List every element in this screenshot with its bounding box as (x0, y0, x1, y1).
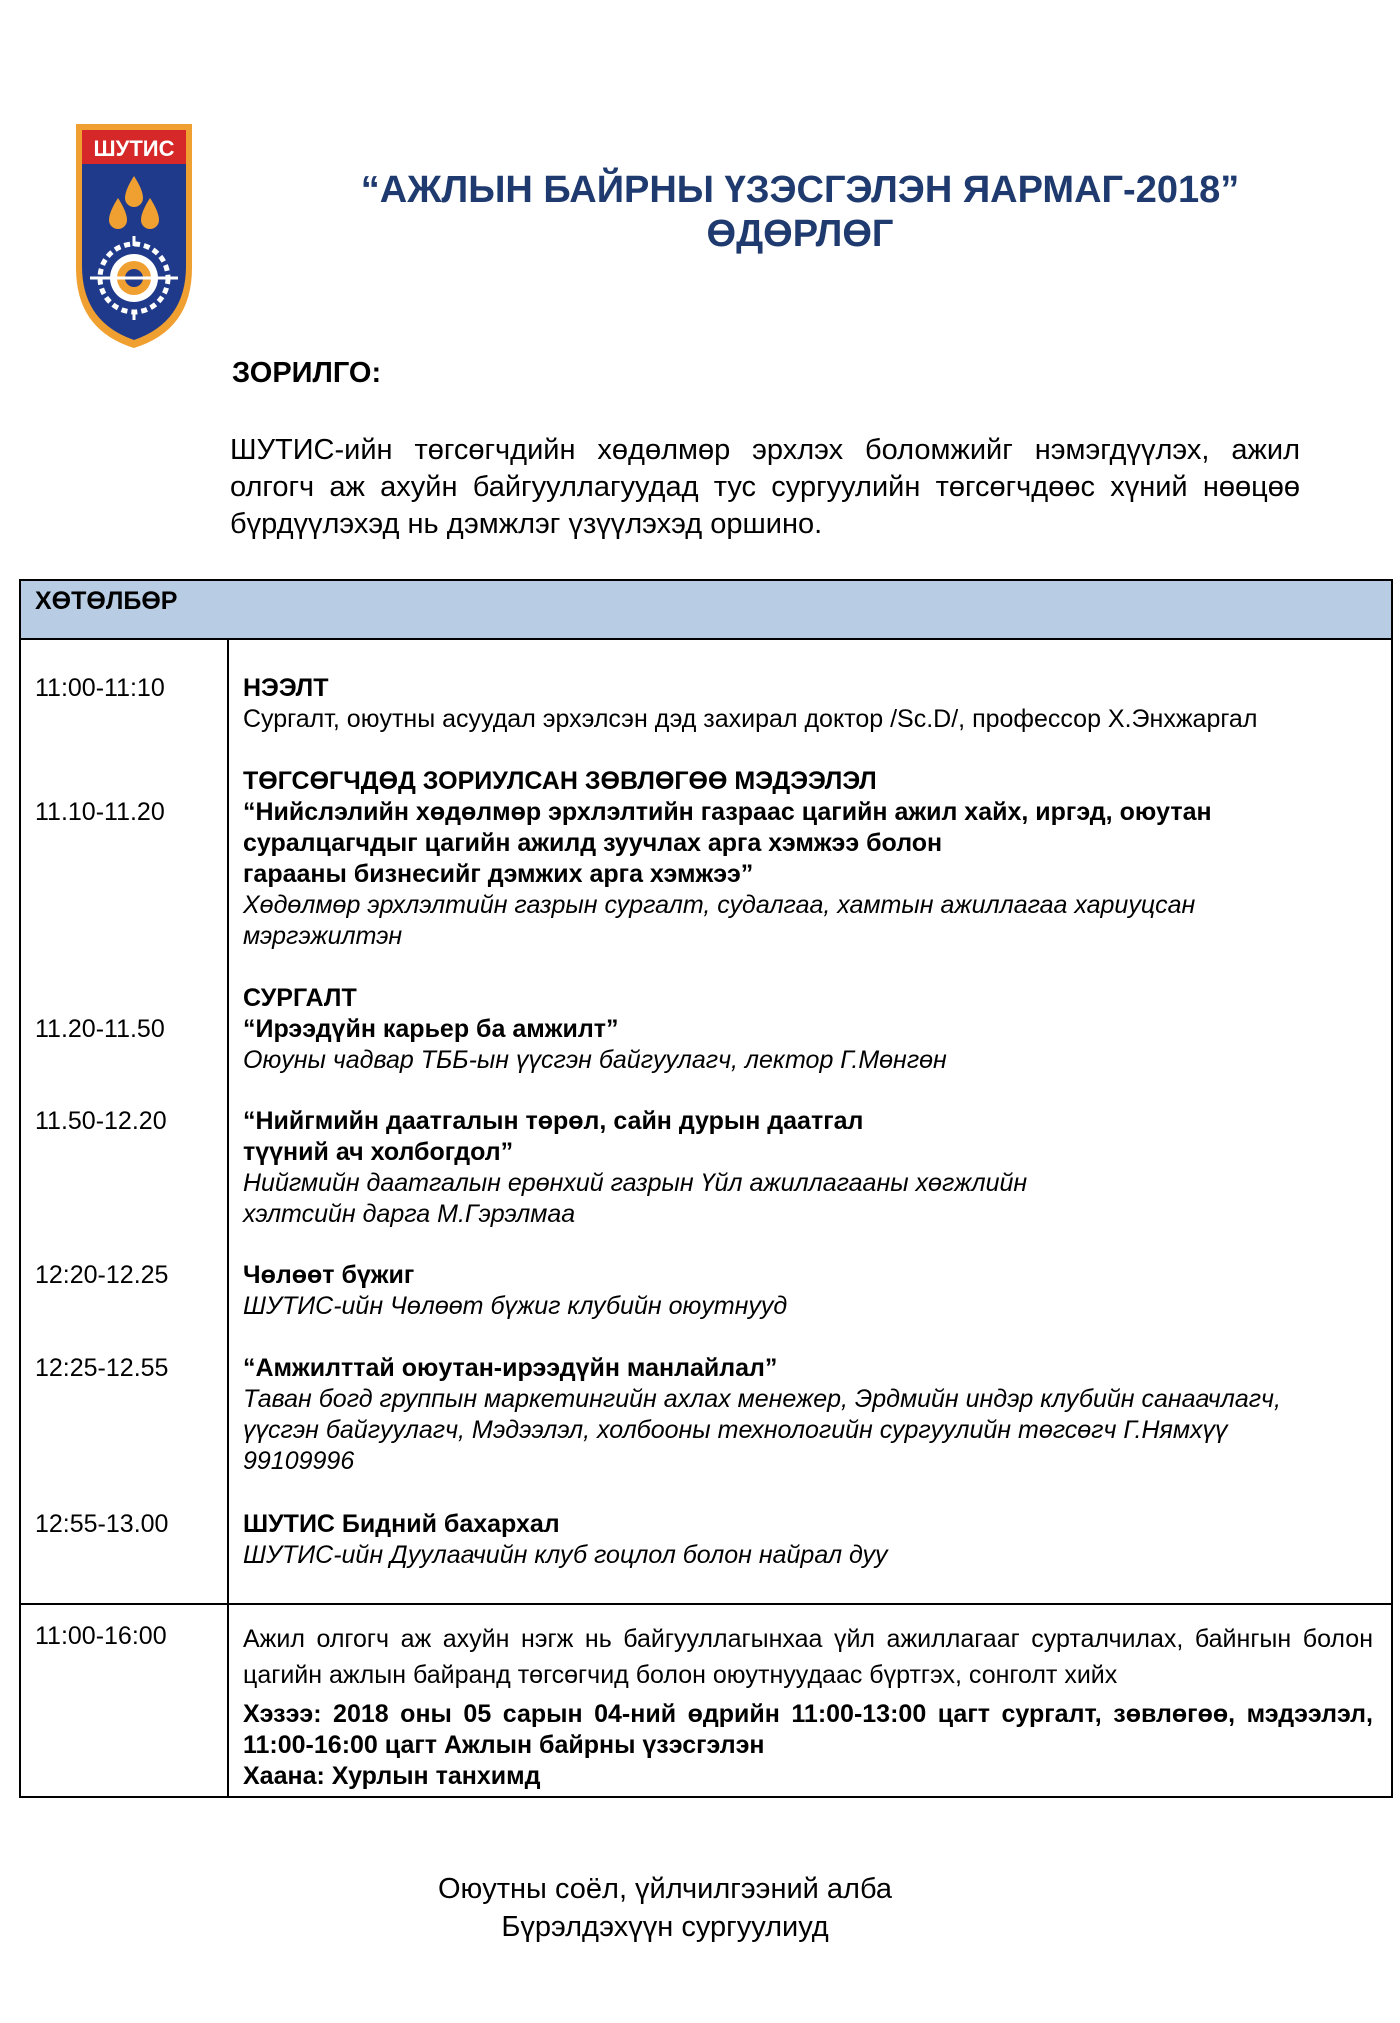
fair-details (243, 1699, 1373, 1792)
university-logo (70, 118, 198, 354)
agenda-time: 11:00-11:10 (35, 674, 165, 702)
agenda-title: “Ирээдүйн карьер ба амжилт” (243, 1015, 619, 1043)
agenda-speaker-line: мэргэжилтэн (243, 922, 403, 950)
footer (0, 1870, 1330, 1946)
agenda-speaker-line: хэлтсийн дарга М.Гэрэлмаа (243, 1200, 576, 1228)
title-line-2: ӨДӨРЛӨГ (706, 213, 894, 255)
logo-text: ШУТИС (93, 136, 175, 161)
agenda-title: Чөлөөт бүжиг (243, 1261, 415, 1289)
agenda-time: 11.50-12.20 (35, 1107, 167, 1135)
agenda-title-line: суралцагчдыг цагийн ажилд зуучлах арга хэмжээ болон (243, 829, 943, 857)
agenda-time: 11.10-11.20 (35, 798, 165, 826)
footer-line-2: Бүрэлдэхүүн сургуулиуд (501, 1911, 829, 1943)
agenda-item-opening (243, 673, 1373, 735)
agenda-speaker: Сургалт, оюутны асуудал эрхэлсэн дэд захирал доктор /Sc.D/, профессор Х.Энхжаргал (243, 705, 1258, 733)
agenda-speaker: ШУТИС-ийн Чөлөөт бүжиг клубийн оюутнууд (243, 1292, 788, 1320)
agenda-time: 11.20-11.50 (35, 1015, 165, 1043)
agenda-item-leadership (243, 1353, 1373, 1477)
agenda-speaker: ШУТИС-ийн Дуулаачийн клуб гоцлол болон найрал дуу (243, 1541, 888, 1569)
agenda-item-dance (243, 1260, 1373, 1322)
column-divider (227, 640, 229, 1796)
agenda-speaker-line: Нийгмийн даатгалын ерөнхий газрын Үйл ажиллагааны хөгжлийн (243, 1169, 1028, 1197)
program-header-label: ХӨТӨЛБӨР (35, 587, 178, 615)
agenda-speaker: Оюуны чадвар ТББ-ын үүсгэн байгуулагч, лектор Г.Мөнгөн (243, 1046, 947, 1074)
fair-when: Хэзээ: 2018 оны 05 сарын 04-ний өдрийн 11:00-13:00 цагт сургалт, зөвлөгөө, мэдээлэл, 11:00-16:00 цагт Ажлын байрны үзэсгэлэн (243, 1700, 1373, 1759)
fair-where: Хаана: Хурлын танхимд (243, 1762, 541, 1790)
agenda-heading: ТӨГСӨГЧДӨД ЗОРИУЛСАН ЗӨВЛӨГӨӨ МЭДЭЭЛЭЛ (243, 767, 877, 795)
footer-line-1: Оюутны соёл, үйлчилгээний алба (437, 1873, 893, 1905)
agenda-title-line: “Нийгмийн даатгалын төрөл, сайн дурын даатгал (243, 1107, 864, 1135)
agenda-time: 12:55-13.00 (35, 1510, 169, 1538)
fair-time: 11:00-16:00 (35, 1622, 167, 1650)
agenda-time: 12:20-12.25 (35, 1261, 169, 1289)
agenda-title-line: түүний ач холбогдол” (243, 1138, 514, 1166)
goal-label: ЗОРИЛГО: (232, 357, 382, 389)
agenda-speaker-line: үүсгэн байгуулагч, Мэдээлэл, холбооны технологийн сургуулийн төгсөгч Г.Нямхүү (243, 1416, 1228, 1444)
fair-description: Ажил олгогч аж ахуйн нэгж нь байгууллагынхаа үйл ажиллагааг сурталчилах, байнгын болон цагийн ажлын байранд төгсөгчид болон оюутнуудаас бүртгэх, сонголт хийх (243, 1625, 1373, 1689)
agenda-heading: СУРГАЛТ (243, 984, 357, 1012)
agenda-title-line: гарааны бизнесийг дэмжих арга хэмжээ” (243, 860, 754, 888)
agenda-speaker-line: 99109996 (243, 1447, 355, 1475)
program-header (21, 581, 1391, 640)
row-divider (21, 1603, 1391, 1605)
agenda-speaker-line: Хөдөлмөр эрхлэлтийн газрын сургалт, судалгаа, хамтын ажиллагаа хариуцсан (243, 891, 1196, 919)
agenda-title-line: “Нийслэлийн хөдөлмөр эрхлэлтийн газраас цагийн ажил хайх, иргэд, оюутан (243, 798, 1212, 826)
program-table (19, 579, 1393, 1798)
agenda-title: НЭЭЛТ (243, 674, 329, 702)
title-line-1: “АЖЛЫН БАЙРНЫ ҮЗЭСГЭЛЭН ЯАРМАГ-2018” (360, 169, 1240, 211)
goal-text: ШУТИС-ийн төгсөгчдийн хөдөлмөр эрхлэх боломжийг нэмэгдүүлэх, ажил олгогч аж ахуйн байгууллагуудад тус сургуулийн төгсөгчдөөс хүний нөөцөө бүрдүүлэхэд нь дэмжлэг үзүүлэхэд оршино. (230, 434, 1300, 540)
agenda-time: 12:25-12.55 (35, 1354, 169, 1382)
agenda-item-insurance (243, 1106, 1373, 1230)
document-title (280, 168, 1320, 256)
agenda-title: “Амжилттай оюутан-ирээдүйн манлайлал” (243, 1354, 778, 1382)
agenda-item-training (243, 983, 1373, 1076)
agenda-item-advice (243, 766, 1373, 952)
agenda-title: ШУТИС Бидний бахархал (243, 1510, 560, 1538)
agenda-speaker-line: Таван богд группын маркетингийн ахлах менежер, Эрдмийн индэр клубийн санаачлагч, (243, 1385, 1281, 1413)
agenda-item-pride (243, 1509, 1373, 1571)
